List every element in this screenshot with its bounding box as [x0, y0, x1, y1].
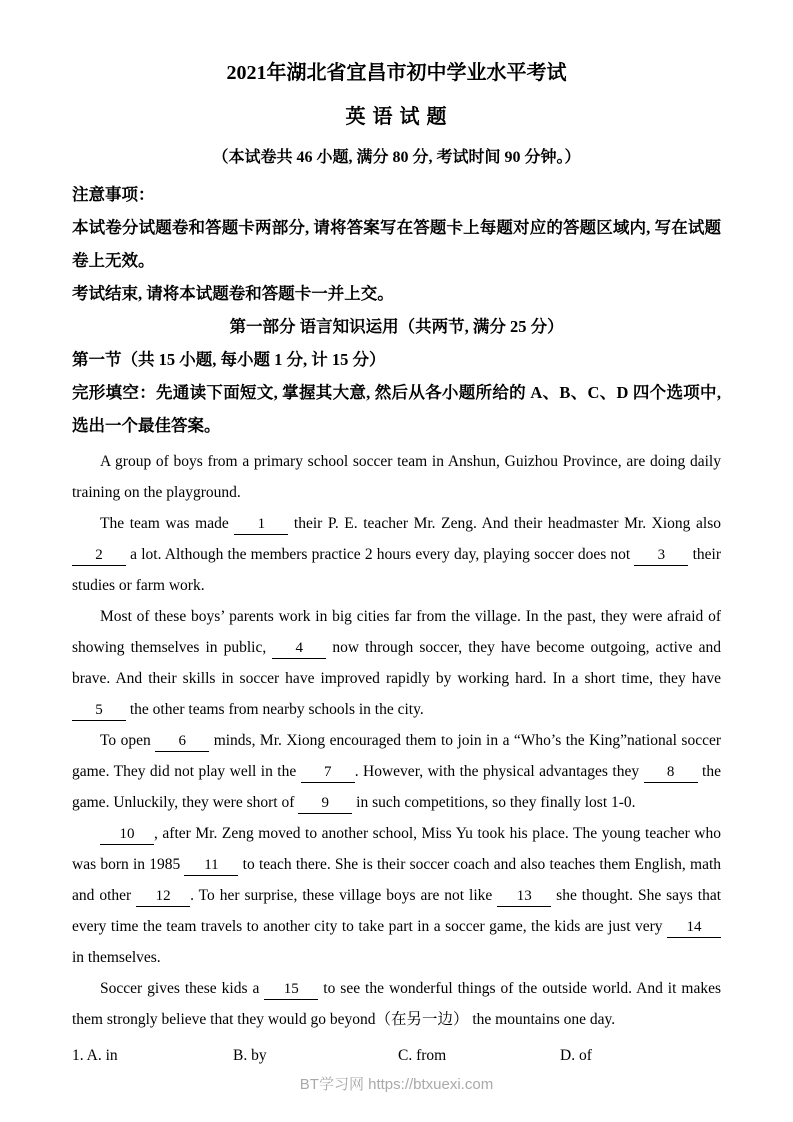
passage-paragraph: A group of boys from a primary school soccer team in Anshun, Guizhou Province, are doing daily training on the playground.	[72, 453, 721, 501]
passage-paragraph: To open 6 minds, Mr. Xiong encouraged them to join in a “Who’s the King”national soccer game. They did not play well in the 7 . However, with the physical advantages they 8 the game. Unluckily, they were short of 9 in such competitions, so they finally lost 1-0.	[72, 725, 721, 818]
paper-info: （本试卷共 46 小题, 满分 80 分, 考试时间 90 分钟。）	[212, 149, 581, 166]
passage-paragraph: Soccer gives these kids a 15 to see the wonderful things of the outside world. And it makes them strongly believe that they would go beyond（在另一边） the mountains one day.	[72, 980, 721, 1028]
cloze-blank-12: 12	[136, 887, 190, 907]
option-item: B. by	[233, 1047, 267, 1064]
option-item: C. from	[398, 1047, 447, 1064]
cloze-blank-4: 4	[272, 639, 326, 659]
passage-paragraph: 10 , after Mr. Zeng moved to another school, Miss Yu took his place. The young teacher who was born in 1985 11 to teach there. She is their soccer coach and also teaches them English, math and other 12 . To her surprise, these village boys are not like 13 she thought. She says that every time the team travels to another city to take part in a soccer game, the kids are just very 14 in themselves.	[72, 825, 722, 966]
exam-subject: 英 语 试 题	[345, 106, 448, 128]
cloze-blank-3: 3	[634, 546, 688, 566]
cloze-blank-9: 9	[298, 794, 352, 814]
notice-heading: 注意事项：	[72, 185, 155, 204]
option-item: D. of	[560, 1047, 592, 1064]
cloze-blank-11: 11	[184, 856, 238, 876]
passage	[72, 446, 721, 1035]
cloze-blank-15: 15	[264, 980, 318, 1000]
passage-paragraph: The team was made 1 their P. E. teacher Mr. Zeng. And their headmaster Mr. Xiong also 2 a lot. Although the members practice 2 hours every day, playing soccer does not 3 their studies or farm work.	[72, 515, 722, 594]
cloze-blank-7: 7	[301, 763, 355, 783]
cloze-blank-8: 8	[644, 763, 698, 783]
exam-title: 2021年湖北省宜昌市初中学业水平考试	[226, 62, 567, 84]
cloze-instructions: 完形填空：先通读下面短文, 掌握其大意, 然后从各小题所给的 A、B、C、D 四个选项中, 选出一个最佳答案。	[72, 383, 721, 435]
cloze-blank-6: 6	[155, 732, 209, 752]
notice-line-1: 本试卷分试题卷和答题卡两部分, 请将答案写在答题卡上每题对应的答题区域内, 写在试题卷上无效。	[72, 218, 721, 270]
passage-paragraph: Most of these boys’ parents work in big cities far from the village. In the past, they were afraid of showing themselves in public, 4 now through soccer, they have become outgoing, active and brave. And their skills in soccer have improved rapidly by working hard. In a short time, they have 5 the other teams from nearby schools in the city.	[72, 601, 721, 725]
cloze-blank-2: 2	[72, 546, 126, 566]
cloze-blank-14: 14	[667, 918, 721, 938]
options-row	[72, 1044, 721, 1068]
watermark: BT学习网 https://btxuexi.com	[299, 1076, 494, 1093]
option-item: 1. A. in	[72, 1047, 118, 1064]
part-title: 第一部分 语言知识运用（共两节, 满分 25 分）	[229, 317, 564, 336]
notice-line-2: 考试结束, 请将本试题卷和答题卡一并上交。	[72, 284, 394, 303]
cloze-blank-5: 5	[72, 701, 126, 721]
subsection-title: 第一节（共 15 小题, 每小题 1 分, 计 15 分）	[72, 350, 386, 369]
cloze-blank-1: 1	[234, 515, 288, 535]
cloze-blank-13: 13	[497, 887, 551, 907]
cloze-blank-10: 10	[100, 825, 154, 845]
